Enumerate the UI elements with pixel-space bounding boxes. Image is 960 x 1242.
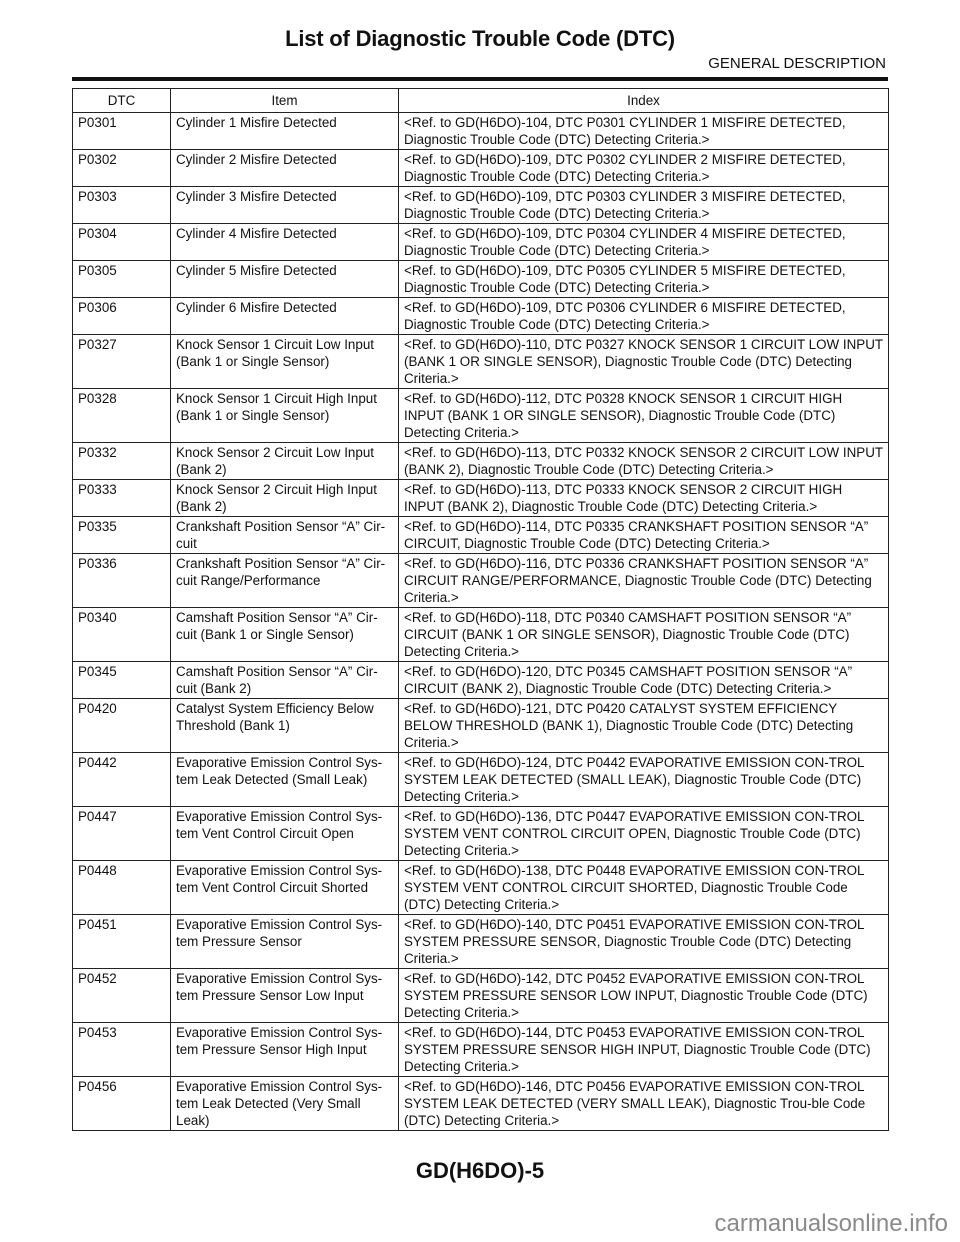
table-row [73, 298, 889, 335]
item-cell: Camshaft Position Sensor “A” Cir-cuit (Bank 1 or Single Sensor) [171, 608, 399, 662]
table-row [73, 443, 889, 480]
item-cell: Cylinder 2 Misfire Detected [171, 150, 399, 187]
index-reference-cell: <Ref. to GD(H6DO)-144, DTC P0453 EVAPORATIVE EMISSION CON-TROL SYSTEM PRESSURE SENSOR HIGH INPUT, Diagnostic Trouble Code (DTC) Detecting Criteria.> [399, 1023, 889, 1077]
dtc-code-cell: P0328 [73, 389, 171, 443]
index-reference-cell: <Ref. to GD(H6DO)-110, DTC P0327 KNOCK SENSOR 1 CIRCUIT LOW INPUT (BANK 1 OR SINGLE SENSOR), Diagnostic Trouble Code (DTC) Detecting Criteria.> [399, 335, 889, 389]
dtc-code-cell: P0448 [73, 861, 171, 915]
table-header-row [73, 89, 889, 113]
item-cell: Evaporative Emission Control Sys-tem Leak Detected (Small Leak) [171, 753, 399, 807]
table-row [73, 699, 889, 753]
column-header-dtc: DTC [73, 89, 171, 113]
index-reference-cell: <Ref. to GD(H6DO)-140, DTC P0451 EVAPORATIVE EMISSION CON-TROL SYSTEM PRESSURE SENSOR, Diagnostic Trouble Code (DTC) Detecting Criteria.> [399, 915, 889, 969]
table-row [73, 861, 889, 915]
index-reference-cell: <Ref. to GD(H6DO)-109, DTC P0304 CYLINDER 4 MISFIRE DETECTED, Diagnostic Trouble Code (DTC) Detecting Criteria.> [399, 224, 889, 261]
index-reference-cell: <Ref. to GD(H6DO)-121, DTC P0420 CATALYST SYSTEM EFFICIENCY BELOW THRESHOLD (BANK 1), Diagnostic Trouble Code (DTC) Detecting Criteria.> [399, 699, 889, 753]
item-cell: Evaporative Emission Control Sys-tem Pressure Sensor [171, 915, 399, 969]
table-row [73, 915, 889, 969]
item-cell: Evaporative Emission Control Sys-tem Pressure Sensor Low Input [171, 969, 399, 1023]
column-header-index: Index [399, 89, 889, 113]
index-reference-cell: <Ref. to GD(H6DO)-113, DTC P0332 KNOCK SENSOR 2 CIRCUIT LOW INPUT (BANK 2), Diagnostic Trouble Code (DTC) Detecting Criteria.> [399, 443, 889, 480]
item-cell: Catalyst System Efficiency Below Threshold (Bank 1) [171, 699, 399, 753]
dtc-code-cell: P0306 [73, 298, 171, 335]
index-reference-cell: <Ref. to GD(H6DO)-114, DTC P0335 CRANKSHAFT POSITION SENSOR “A” CIRCUIT, Diagnostic Trouble Code (DTC) Detecting Criteria.> [399, 517, 889, 554]
dtc-code-cell: P0304 [73, 224, 171, 261]
item-cell: Evaporative Emission Control Sys-tem Vent Control Circuit Open [171, 807, 399, 861]
header-rule [72, 77, 888, 81]
table-row [73, 224, 889, 261]
index-reference-cell: <Ref. to GD(H6DO)-112, DTC P0328 KNOCK SENSOR 1 CIRCUIT HIGH INPUT (BANK 1 OR SINGLE SENSOR), Diagnostic Trouble Code (DTC) Detecting Criteria.> [399, 389, 889, 443]
index-reference-cell: <Ref. to GD(H6DO)-109, DTC P0305 CYLINDER 5 MISFIRE DETECTED, Diagnostic Trouble Code (DTC) Detecting Criteria.> [399, 261, 889, 298]
dtc-code-cell: P0420 [73, 699, 171, 753]
index-reference-cell: <Ref. to GD(H6DO)-109, DTC P0306 CYLINDER 6 MISFIRE DETECTED, Diagnostic Trouble Code (DTC) Detecting Criteria.> [399, 298, 889, 335]
table-row [73, 753, 889, 807]
column-header-item: Item [171, 89, 399, 113]
index-reference-cell: <Ref. to GD(H6DO)-118, DTC P0340 CAMSHAFT POSITION SENSOR “A” CIRCUIT (BANK 1 OR SINGLE SENSOR), Diagnostic Trouble Code (DTC) Detecting Criteria.> [399, 608, 889, 662]
dtc-code-cell: P0336 [73, 554, 171, 608]
dtc-code-cell: P0305 [73, 261, 171, 298]
table-row [73, 389, 889, 443]
table-row [73, 150, 889, 187]
dtc-code-cell: P0303 [73, 187, 171, 224]
dtc-code-cell: P0301 [73, 113, 171, 150]
item-cell: Knock Sensor 2 Circuit High Input (Bank 2) [171, 480, 399, 517]
index-reference-cell: <Ref. to GD(H6DO)-109, DTC P0302 CYLINDER 2 MISFIRE DETECTED, Diagnostic Trouble Code (DTC) Detecting Criteria.> [399, 150, 889, 187]
page-number: GD(H6DO)-5 [415, 1158, 545, 1183]
item-cell: Cylinder 4 Misfire Detected [171, 224, 399, 261]
dtc-code-cell: P0452 [73, 969, 171, 1023]
table-row [73, 480, 889, 517]
dtc-code-cell: P0333 [73, 480, 171, 517]
item-cell: Knock Sensor 1 Circuit High Input (Bank 1 or Single Sensor) [171, 389, 399, 443]
item-cell: Knock Sensor 2 Circuit Low Input (Bank 2) [171, 443, 399, 480]
index-reference-cell: <Ref. to GD(H6DO)-113, DTC P0333 KNOCK SENSOR 2 CIRCUIT HIGH INPUT (BANK 2), Diagnostic Trouble Code (DTC) Detecting Criteria.> [399, 480, 889, 517]
index-reference-cell: <Ref. to GD(H6DO)-124, DTC P0442 EVAPORATIVE EMISSION CON-TROL SYSTEM LEAK DETECTED (SMALL LEAK), Diagnostic Trouble Code (DTC) Detecting Criteria.> [399, 753, 889, 807]
index-reference-cell: <Ref. to GD(H6DO)-120, DTC P0345 CAMSHAFT POSITION SENSOR “A” CIRCUIT (BANK 2), Diagnostic Trouble Code (DTC) Detecting Criteria.> [399, 662, 889, 699]
table-row [73, 969, 889, 1023]
table-row [73, 554, 889, 608]
table-row [73, 187, 889, 224]
item-cell: Cylinder 5 Misfire Detected [171, 261, 399, 298]
item-cell: Crankshaft Position Sensor “A” Cir-cuit Range/Performance [171, 554, 399, 608]
dtc-code-cell: P0332 [73, 443, 171, 480]
table-row [73, 517, 889, 554]
index-reference-cell: <Ref. to GD(H6DO)-138, DTC P0448 EVAPORATIVE EMISSION CON-TROL SYSTEM VENT CONTROL CIRCUIT SHORTED, Diagnostic Trouble Code (DTC) Detecting Criteria.> [399, 861, 889, 915]
dtc-code-cell: P0335 [73, 517, 171, 554]
item-cell: Evaporative Emission Control Sys-tem Pressure Sensor High Input [171, 1023, 399, 1077]
dtc-code-cell: P0442 [73, 753, 171, 807]
item-cell: Cylinder 1 Misfire Detected [171, 113, 399, 150]
section-label: GENERAL DESCRIPTION [708, 55, 886, 72]
index-reference-cell: <Ref. to GD(H6DO)-142, DTC P0452 EVAPORATIVE EMISSION CON-TROL SYSTEM PRESSURE SENSOR LOW INPUT, Diagnostic Trouble Code (DTC) Detecting Criteria.> [399, 969, 889, 1023]
dtc-code-cell: P0345 [73, 662, 171, 699]
item-cell: Camshaft Position Sensor “A” Cir-cuit (Bank 2) [171, 662, 399, 699]
index-reference-cell: <Ref. to GD(H6DO)-104, DTC P0301 CYLINDER 1 MISFIRE DETECTED, Diagnostic Trouble Code (DTC) Detecting Criteria.> [399, 113, 889, 150]
item-cell: Crankshaft Position Sensor “A” Cir-cuit [171, 517, 399, 554]
table-row [73, 261, 889, 298]
page-title: List of Diagnostic Trouble Code (DTC) [285, 26, 675, 51]
dtc-code-cell: P0453 [73, 1023, 171, 1077]
dtc-code-cell: P0302 [73, 150, 171, 187]
item-cell: Cylinder 3 Misfire Detected [171, 187, 399, 224]
dtc-code-cell: P0340 [73, 608, 171, 662]
dtc-code-cell: P0456 [73, 1077, 171, 1131]
table-row [73, 1023, 889, 1077]
table-row [73, 335, 889, 389]
table-row [73, 113, 889, 150]
dtc-code-cell: P0447 [73, 807, 171, 861]
item-cell: Evaporative Emission Control Sys-tem Leak Detected (Very Small Leak) [171, 1077, 399, 1131]
index-reference-cell: <Ref. to GD(H6DO)-109, DTC P0303 CYLINDER 3 MISFIRE DETECTED, Diagnostic Trouble Code (DTC) Detecting Criteria.> [399, 187, 889, 224]
watermark: carmanualsonline.info [714, 1210, 948, 1237]
table-row [73, 1077, 889, 1131]
item-cell: Cylinder 6 Misfire Detected [171, 298, 399, 335]
table-row [73, 608, 889, 662]
index-reference-cell: <Ref. to GD(H6DO)-146, DTC P0456 EVAPORATIVE EMISSION CON-TROL SYSTEM LEAK DETECTED (VERY SMALL LEAK), Diagnostic Trou-ble Code (DTC) Detecting Criteria.> [399, 1077, 889, 1131]
item-cell: Knock Sensor 1 Circuit Low Input (Bank 1 or Single Sensor) [171, 335, 399, 389]
dtc-code-cell: P0327 [73, 335, 171, 389]
table-row [73, 662, 889, 699]
table-row [73, 807, 889, 861]
dtc-table [72, 88, 889, 1131]
index-reference-cell: <Ref. to GD(H6DO)-136, DTC P0447 EVAPORATIVE EMISSION CON-TROL SYSTEM VENT CONTROL CIRCUIT OPEN, Diagnostic Trouble Code (DTC) Detecting Criteria.> [399, 807, 889, 861]
dtc-code-cell: P0451 [73, 915, 171, 969]
item-cell: Evaporative Emission Control Sys-tem Vent Control Circuit Shorted [171, 861, 399, 915]
index-reference-cell: <Ref. to GD(H6DO)-116, DTC P0336 CRANKSHAFT POSITION SENSOR “A” CIRCUIT RANGE/PERFORMANCE, Diagnostic Trouble Code (DTC) Detecting Criteria.> [399, 554, 889, 608]
